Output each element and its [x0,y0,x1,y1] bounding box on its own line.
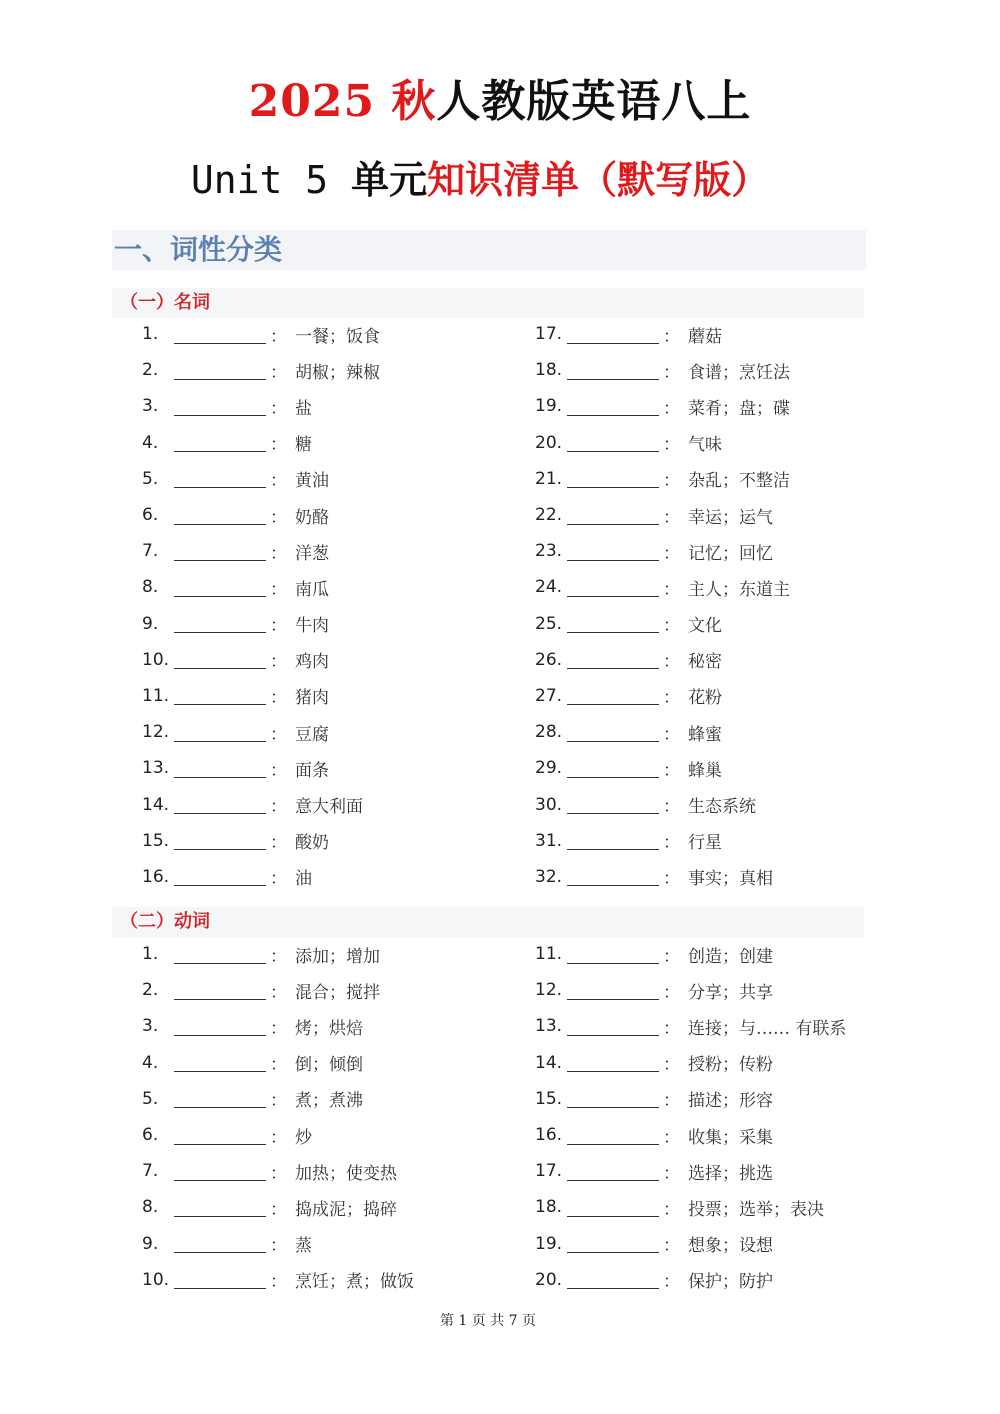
verbs-list-right [535,936,915,1298]
answer-blank[interactable] [567,578,659,597]
item-meaning: 烹饪；煮；做饭 [295,1272,414,1293]
answer-blank[interactable] [174,686,266,705]
item-number: 15. [142,830,170,851]
answer-blank[interactable] [174,759,266,778]
colon-separator: ： [663,1163,680,1184]
item-number: 1. [142,324,159,345]
item-number: 14. [142,794,170,815]
item-number: 24. [535,577,563,598]
subtitle-dark: 单元 [351,157,428,202]
list-item [535,936,915,972]
colon-separator: ： [270,1018,287,1039]
colon-separator: ： [663,398,680,419]
item-number: 9. [142,613,159,634]
item-number: 15. [535,1088,563,1109]
list-item [535,1262,915,1298]
answer-blank[interactable] [174,325,266,344]
list-item [535,316,915,352]
colon-separator: ： [663,688,680,709]
colon-separator: ： [663,362,680,383]
list-item [535,1117,915,1153]
list-item [535,714,915,750]
list-item [535,859,915,895]
list-item [535,972,915,1008]
item-number: 13. [142,758,170,779]
item-meaning: 生态系统 [688,797,756,818]
item-meaning: 选择；挑选 [688,1163,773,1184]
list-item [142,316,522,352]
item-number: 2. [142,360,159,381]
colon-separator: ： [270,1091,287,1112]
list-item [142,352,522,388]
answer-blank[interactable] [567,397,659,416]
item-number: 7. [142,1161,159,1182]
answer-blank[interactable] [174,542,266,561]
colon-separator: ： [663,616,680,637]
list-item [142,714,522,750]
list-item [142,972,522,1008]
answer-blank[interactable] [567,614,659,633]
item-number: 11. [535,944,563,965]
answer-blank[interactable] [174,506,266,525]
title-year: 2025 秋 [248,76,437,127]
nouns-list-right [535,316,915,895]
item-number: 8. [142,577,159,598]
page-footer: 第 1 页 共 7 页 [439,1313,537,1329]
colon-separator: ： [663,471,680,492]
item-number: 30. [535,794,563,815]
answer-blank[interactable] [567,469,659,488]
item-number: 13. [535,1016,563,1037]
answer-blank[interactable] [174,1270,266,1289]
item-number: 3. [142,1016,159,1037]
list-item [535,1153,915,1189]
colon-separator: ： [270,724,287,745]
list-item [535,823,915,859]
list-item [535,1008,915,1044]
colon-separator: ： [663,797,680,818]
colon-separator: ： [270,507,287,528]
item-meaning: 秘密 [688,652,722,673]
item-number: 6. [142,505,159,526]
item-number: 31. [535,830,563,851]
answer-blank[interactable] [567,981,659,1000]
answer-blank[interactable] [567,325,659,344]
colon-separator: ： [270,1127,287,1148]
item-meaning: 主人；东道主 [688,579,790,600]
colon-separator: ： [663,435,680,456]
answer-blank[interactable] [174,1126,266,1145]
item-meaning: 炒 [295,1127,312,1148]
item-meaning: 连接；与…… 有联系 [688,1018,847,1039]
list-item [142,1262,522,1298]
item-number: 21. [535,468,563,489]
colon-separator: ： [270,543,287,564]
colon-separator: ： [270,1272,287,1293]
list-item [142,750,522,786]
item-number: 6. [142,1125,159,1146]
answer-blank[interactable] [567,1270,659,1289]
answer-blank[interactable] [174,1089,266,1108]
item-meaning: 创造；创建 [688,946,773,967]
verbs-heading: （二）动词 [112,907,864,937]
colon-separator: ： [270,579,287,600]
list-item [142,497,522,533]
answer-blank[interactable] [567,945,659,964]
document-title [0,72,1000,132]
colon-separator: ： [663,326,680,347]
item-meaning: 南瓜 [295,579,329,600]
list-item [142,1226,522,1262]
list-item [535,425,915,461]
list-item [142,606,522,642]
item-meaning: 行星 [688,833,722,854]
answer-blank[interactable] [567,759,659,778]
colon-separator: ： [663,543,680,564]
item-meaning: 添加；增加 [295,946,380,967]
colon-separator: ： [663,1272,680,1293]
colon-separator: ： [270,1199,287,1220]
list-item [142,786,522,822]
answer-blank[interactable] [174,469,266,488]
answer-blank[interactable] [174,945,266,964]
colon-separator: ： [270,797,287,818]
list-item [142,533,522,569]
item-meaning: 描述；形容 [688,1091,773,1112]
list-item [142,1117,522,1153]
item-number: 1. [142,944,159,965]
colon-separator: ： [270,1055,287,1076]
item-number: 14. [535,1052,563,1073]
colon-separator: ： [270,869,287,890]
answer-blank[interactable] [174,981,266,1000]
item-number: 28. [535,722,563,743]
item-meaning: 食谱；烹饪法 [688,362,790,383]
item-number: 17. [535,1161,563,1182]
colon-separator: ： [663,1018,680,1039]
list-item [535,388,915,424]
item-meaning: 豆腐 [295,724,329,745]
item-number: 19. [535,396,563,417]
item-number: 11. [142,685,170,706]
item-meaning: 花粉 [688,688,722,709]
item-number: 29. [535,758,563,779]
list-item [535,497,915,533]
item-meaning: 糖 [295,435,312,456]
answer-blank[interactable] [174,795,266,814]
colon-separator: ： [270,616,287,637]
item-meaning: 收集；采集 [688,1127,773,1148]
item-number: 5. [142,1088,159,1109]
item-meaning: 文化 [688,616,722,637]
item-meaning: 记忆；回忆 [688,543,773,564]
item-number: 5. [142,468,159,489]
nouns-list-left [142,316,522,895]
answer-blank[interactable] [567,795,659,814]
item-meaning: 烤；烘焙 [295,1018,363,1039]
item-number: 7. [142,541,159,562]
item-number: 23. [535,541,563,562]
list-item [535,750,915,786]
answer-blank[interactable] [567,867,659,886]
answer-blank[interactable] [567,1198,659,1217]
list-item [142,569,522,605]
item-meaning: 授粉；传粉 [688,1055,773,1076]
colon-separator: ： [663,833,680,854]
list-item [142,823,522,859]
item-meaning: 气味 [688,435,722,456]
item-number: 19. [535,1233,563,1254]
answer-blank[interactable] [567,1126,659,1145]
list-item [142,1153,522,1189]
item-number: 20. [535,1269,563,1290]
item-number: 2. [142,980,159,1001]
item-meaning: 菜肴；盘；碟 [688,398,790,419]
list-item [535,533,915,569]
list-item [535,642,915,678]
list-item [535,461,915,497]
list-item [142,425,522,461]
answer-blank[interactable] [567,433,659,452]
colon-separator: ： [270,362,287,383]
item-meaning: 奶酪 [295,507,329,528]
colon-separator: ： [270,833,287,854]
colon-separator: ： [663,1236,680,1257]
item-meaning: 蜂巢 [688,760,722,781]
list-item [535,1045,915,1081]
item-number: 9. [142,1233,159,1254]
list-item [142,1189,522,1225]
item-number: 18. [535,360,563,381]
item-number: 18. [535,1197,563,1218]
item-meaning: 想象；设想 [688,1236,773,1257]
answer-blank[interactable] [567,1017,659,1036]
item-number: 16. [535,1125,563,1146]
answer-blank[interactable] [567,1089,659,1108]
colon-separator: ： [663,760,680,781]
item-number: 16. [142,866,170,887]
answer-blank[interactable] [174,397,266,416]
item-meaning: 倒；倾倒 [295,1055,363,1076]
colon-separator: ： [270,435,287,456]
subtitle-unit: Unit 5 [190,158,352,202]
colon-separator: ： [663,1127,680,1148]
colon-separator: ： [270,1236,287,1257]
subtitle-red: 知识清单（默写版） [427,157,770,202]
answer-blank[interactable] [174,614,266,633]
item-number: 26. [535,649,563,670]
item-meaning: 蘑菇 [688,326,722,347]
colon-separator: ： [663,1199,680,1220]
item-meaning: 面条 [295,760,329,781]
item-number: 10. [142,649,170,670]
item-meaning: 盐 [295,398,312,419]
list-item [142,388,522,424]
colon-separator: ： [270,1163,287,1184]
colon-separator: ： [270,760,287,781]
answer-blank[interactable] [174,1053,266,1072]
colon-separator: ： [270,398,287,419]
item-meaning: 牛肉 [295,616,329,637]
answer-blank[interactable] [567,650,659,669]
colon-separator: ： [270,946,287,967]
item-meaning: 鸡肉 [295,652,329,673]
item-meaning: 酸奶 [295,833,329,854]
colon-separator: ： [270,688,287,709]
answer-blank[interactable] [567,1053,659,1072]
item-meaning: 猪肉 [295,688,329,709]
item-number: 20. [535,432,563,453]
list-item [142,678,522,714]
list-item [535,1081,915,1117]
colon-separator: ： [270,326,287,347]
section-heading: 一、词性分类 [112,230,866,270]
item-meaning: 加热；使变热 [295,1163,397,1184]
item-number: 4. [142,1052,159,1073]
list-item [535,352,915,388]
item-meaning: 混合；搅拌 [295,982,380,1003]
list-item [535,569,915,605]
answer-blank[interactable] [174,361,266,380]
answer-blank[interactable] [567,506,659,525]
answer-blank[interactable] [567,723,659,742]
item-number: 3. [142,396,159,417]
list-item [142,461,522,497]
answer-blank[interactable] [174,1162,266,1181]
list-item [142,936,522,972]
item-meaning: 保护；防护 [688,1272,773,1293]
colon-separator: ： [663,724,680,745]
item-meaning: 幸运；运气 [688,507,773,528]
list-item [142,1045,522,1081]
list-item [142,1081,522,1117]
nouns-heading: （一）名词 [112,288,864,318]
answer-blank[interactable] [174,1198,266,1217]
item-number: 8. [142,1197,159,1218]
colon-separator: ： [663,1055,680,1076]
title-main: 人教版英语八上 [436,76,752,127]
item-meaning: 分享；共享 [688,982,773,1003]
item-number: 12. [142,722,170,743]
item-number: 32. [535,866,563,887]
list-item [535,786,915,822]
item-meaning: 捣成泥；捣碎 [295,1199,397,1220]
item-meaning: 事实；真相 [688,869,773,890]
list-item [535,1226,915,1262]
item-meaning: 投票；选举；表决 [688,1199,824,1220]
answer-blank[interactable] [174,867,266,886]
answer-blank[interactable] [174,1234,266,1253]
colon-separator: ： [270,471,287,492]
answer-blank[interactable] [174,1017,266,1036]
item-number: 27. [535,685,563,706]
colon-separator: ： [270,652,287,673]
colon-separator: ： [663,982,680,1003]
item-meaning: 煮；煮沸 [295,1091,363,1112]
item-meaning: 黄油 [295,471,329,492]
answer-blank[interactable] [567,1234,659,1253]
list-item [142,1008,522,1044]
answer-blank[interactable] [174,650,266,669]
item-number: 4. [142,432,159,453]
item-meaning: 意大利面 [295,797,363,818]
item-meaning: 洋葱 [295,543,329,564]
answer-blank[interactable] [567,1162,659,1181]
colon-separator: ： [663,579,680,600]
list-item [142,859,522,895]
colon-separator: ： [663,507,680,528]
list-item [535,1189,915,1225]
item-number: 12. [535,980,563,1001]
colon-separator: ： [663,652,680,673]
item-meaning: 油 [295,869,312,890]
item-number: 17. [535,324,563,345]
item-meaning: 蜂蜜 [688,724,722,745]
answer-blank[interactable] [174,578,266,597]
item-meaning: 一餐；饭食 [295,326,380,347]
item-meaning: 蒸 [295,1236,312,1257]
colon-separator: ： [663,1091,680,1112]
item-number: 10. [142,1269,170,1290]
answer-blank[interactable] [567,831,659,850]
item-number: 25. [535,613,563,634]
answer-blank[interactable] [174,433,266,452]
verbs-list-left [142,936,522,1298]
colon-separator: ： [663,946,680,967]
item-meaning: 杂乱；不整洁 [688,471,790,492]
list-item [535,606,915,642]
answer-blank[interactable] [567,361,659,380]
answer-blank[interactable] [567,542,659,561]
document-subtitle [0,152,960,208]
answer-blank[interactable] [174,831,266,850]
answer-blank[interactable] [174,723,266,742]
item-meaning: 胡椒；辣椒 [295,362,380,383]
item-number: 22. [535,505,563,526]
colon-separator: ： [663,869,680,890]
colon-separator: ： [270,982,287,1003]
list-item [535,678,915,714]
list-item [142,642,522,678]
answer-blank[interactable] [567,686,659,705]
